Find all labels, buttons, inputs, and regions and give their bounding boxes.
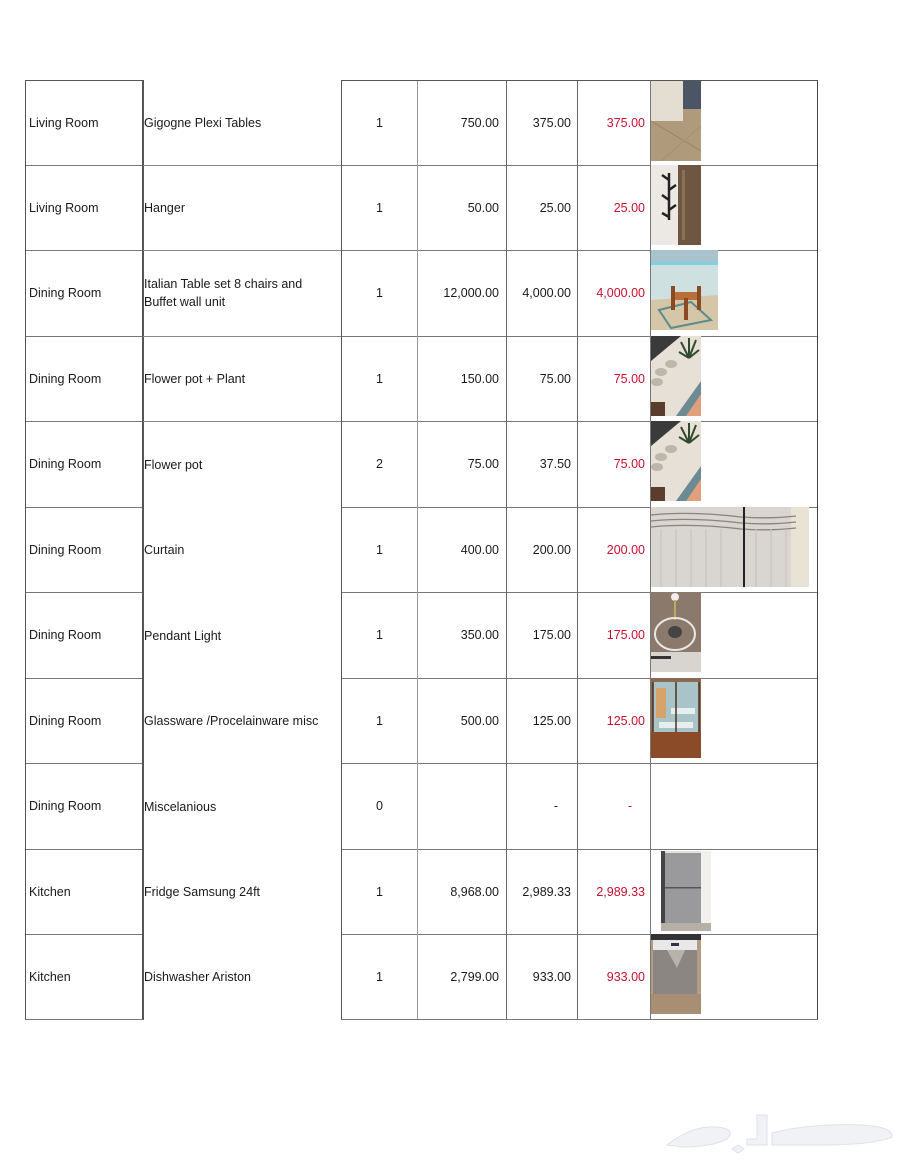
original-price-cell <box>417 763 507 850</box>
unit-price-value: 25.00 <box>539 200 571 215</box>
unit-price-cell <box>506 336 578 422</box>
total-cell <box>577 763 651 850</box>
original-price-cell <box>417 934 507 1020</box>
item-cell <box>142 934 342 1020</box>
qty-value: 1 <box>376 116 383 130</box>
unit-price-cell <box>506 507 578 593</box>
item-label: Italian Table set 8 chairs and Buffet wall unit <box>144 277 303 309</box>
room-label: Dining Room <box>29 542 102 557</box>
room-cell <box>25 336 143 422</box>
original-price-value: 750.00 <box>460 116 499 130</box>
item-cell <box>142 507 342 593</box>
original-price-cell <box>417 165 507 251</box>
total-cell <box>577 421 651 508</box>
room-cell <box>25 421 143 508</box>
qty-cell <box>341 250 418 337</box>
item-cell <box>142 421 342 508</box>
item-label: Flower pot + Plant <box>144 371 246 386</box>
item-label: Flower pot <box>144 457 203 472</box>
plexi-tables-photo <box>651 81 701 161</box>
item-label: Hanger <box>144 200 185 215</box>
original-price-value: 400.00 <box>460 542 499 557</box>
qty-value: 1 <box>376 969 383 984</box>
photo-cell <box>650 250 818 337</box>
item-cell <box>142 678 342 764</box>
qty-cell <box>341 336 418 422</box>
qty-cell <box>341 507 418 593</box>
unit-price-value: 2,989.33 <box>522 884 571 899</box>
qty-value: 1 <box>376 713 383 728</box>
unit-price-value: - <box>553 799 558 813</box>
room-cell <box>25 849 143 935</box>
photo-cell <box>650 336 818 422</box>
original-price-cell <box>417 421 507 508</box>
room-cell <box>25 80 143 166</box>
fridge-photo <box>661 851 711 931</box>
room-label: Dining Room <box>29 628 102 642</box>
original-price-cell <box>417 849 507 935</box>
qty-cell <box>341 592 418 679</box>
photo-cell <box>650 849 818 935</box>
item-label: Curtain <box>144 543 185 557</box>
item-label: Dishwasher Ariston <box>144 970 251 984</box>
room-label: Kitchen <box>29 884 71 899</box>
room-label: Kitchen <box>29 969 71 984</box>
room-cell <box>25 763 143 850</box>
total-value: 933.00 <box>606 969 645 984</box>
photo-cell-empty <box>650 763 818 850</box>
qty-value: 1 <box>376 371 383 386</box>
unit-price-cell <box>506 592 578 679</box>
flower-pot-photo <box>651 421 701 501</box>
original-price-cell <box>417 678 507 764</box>
total-cell <box>577 849 651 935</box>
qty-value: 1 <box>376 542 383 557</box>
total-value: 4,000.00 <box>596 286 645 300</box>
unit-price-cell <box>506 165 578 251</box>
wall-hanger-photo <box>651 165 701 245</box>
unit-price-value: 200.00 <box>532 542 571 557</box>
room-label: Dining Room <box>29 713 102 728</box>
total-value: 125.00 <box>606 713 645 728</box>
unit-price-value: 375.00 <box>532 116 571 130</box>
original-price-cell <box>417 507 507 593</box>
room-label: Dining Room <box>29 371 102 386</box>
room-cell <box>25 165 143 251</box>
total-cell <box>577 507 651 593</box>
unit-price-cell <box>506 849 578 935</box>
qty-cell <box>341 763 418 850</box>
total-value: 375.00 <box>606 116 645 130</box>
unit-price-value: 125.00 <box>532 713 571 728</box>
qty-cell <box>341 849 418 935</box>
total-cell <box>577 336 651 422</box>
item-cell <box>142 336 342 422</box>
photo-cell <box>650 80 818 166</box>
original-price-value: 50.00 <box>467 200 499 215</box>
photo-cell <box>650 165 818 251</box>
total-value: 175.00 <box>606 628 645 642</box>
unit-price-cell <box>506 678 578 764</box>
unit-price-cell <box>506 250 578 337</box>
dining-set-photo <box>651 250 718 330</box>
unit-price-cell <box>506 763 578 850</box>
qty-value: 1 <box>376 200 383 215</box>
item-label: Glassware /Procelainware misc <box>144 714 319 728</box>
original-price-value: 75.00 <box>467 457 499 471</box>
flower-pot-plant-photo <box>651 336 701 416</box>
original-price-value: 12,000.00 <box>443 286 499 300</box>
total-value: 2,989.33 <box>596 884 645 899</box>
room-label: Living Room <box>29 200 99 215</box>
item-cell <box>142 250 342 337</box>
total-cell <box>577 934 651 1020</box>
qty-cell <box>341 678 418 764</box>
original-price-cell <box>417 250 507 337</box>
glassware-cabinet-photo <box>651 678 701 758</box>
qty-value: 2 <box>376 457 383 471</box>
room-label: Dining Room <box>29 457 102 471</box>
original-price-value: 350.00 <box>460 628 499 642</box>
room-label: Dining Room <box>29 286 102 300</box>
total-value: 25.00 <box>613 200 645 215</box>
unit-price-value: 4,000.00 <box>522 286 571 300</box>
total-value: 75.00 <box>613 371 645 386</box>
qty-cell <box>341 934 418 1020</box>
item-label: Miscelanious <box>144 799 217 814</box>
room-cell <box>25 934 143 1020</box>
qty-value: 0 <box>376 799 383 813</box>
unit-price-cell <box>506 934 578 1020</box>
photo-cell <box>650 421 818 508</box>
original-price-cell <box>417 336 507 422</box>
room-cell <box>25 507 143 593</box>
qty-cell <box>341 421 418 508</box>
room-label: Living Room <box>29 116 99 130</box>
original-price-value: 2,799.00 <box>450 969 499 984</box>
photo-cell <box>650 934 818 1020</box>
unit-price-value: 37.50 <box>539 457 571 471</box>
qty-cell <box>341 165 418 251</box>
item-cell <box>142 165 342 251</box>
item-label: Pendant Light <box>144 628 222 643</box>
photo-cell <box>650 678 818 764</box>
photo-cell <box>650 592 818 679</box>
total-value: 75.00 <box>613 457 645 471</box>
total-value: - <box>627 799 632 813</box>
item-cell <box>142 763 342 850</box>
item-cell <box>142 80 342 166</box>
original-price-value: 8,968.00 <box>450 884 499 899</box>
item-cell <box>142 592 342 679</box>
unit-price-value: 75.00 <box>539 371 571 386</box>
total-cell <box>577 165 651 251</box>
total-cell <box>577 250 651 337</box>
pendant-light-photo <box>651 592 701 672</box>
total-cell <box>577 592 651 679</box>
qty-value: 1 <box>376 884 383 899</box>
item-cell <box>142 849 342 935</box>
unit-price-value: 175.00 <box>532 628 571 642</box>
room-cell <box>25 678 143 764</box>
unit-price-cell <box>506 80 578 166</box>
original-price-value: 500.00 <box>460 713 499 728</box>
item-label: Fridge Samsung 24ft <box>144 885 261 899</box>
unit-price-value: 933.00 <box>532 969 571 984</box>
item-label: Gigogne Plexi Tables <box>144 115 262 130</box>
total-value: 200.00 <box>606 542 645 557</box>
qty-value: 1 <box>376 628 383 642</box>
room-cell <box>25 250 143 337</box>
qty-value: 1 <box>376 286 383 300</box>
qty-cell <box>341 80 418 166</box>
haraj-watermark-logo <box>662 1105 897 1155</box>
room-cell <box>25 592 143 679</box>
photo-cell <box>650 507 818 593</box>
original-price-cell <box>417 592 507 679</box>
original-price-value: 150.00 <box>460 371 499 386</box>
room-label: Dining Room <box>29 799 102 813</box>
dishwasher-photo <box>651 934 701 1014</box>
curtain-photo <box>651 507 809 587</box>
total-cell <box>577 678 651 764</box>
unit-price-cell <box>506 421 578 508</box>
original-price-cell <box>417 80 507 166</box>
total-cell <box>577 80 651 166</box>
